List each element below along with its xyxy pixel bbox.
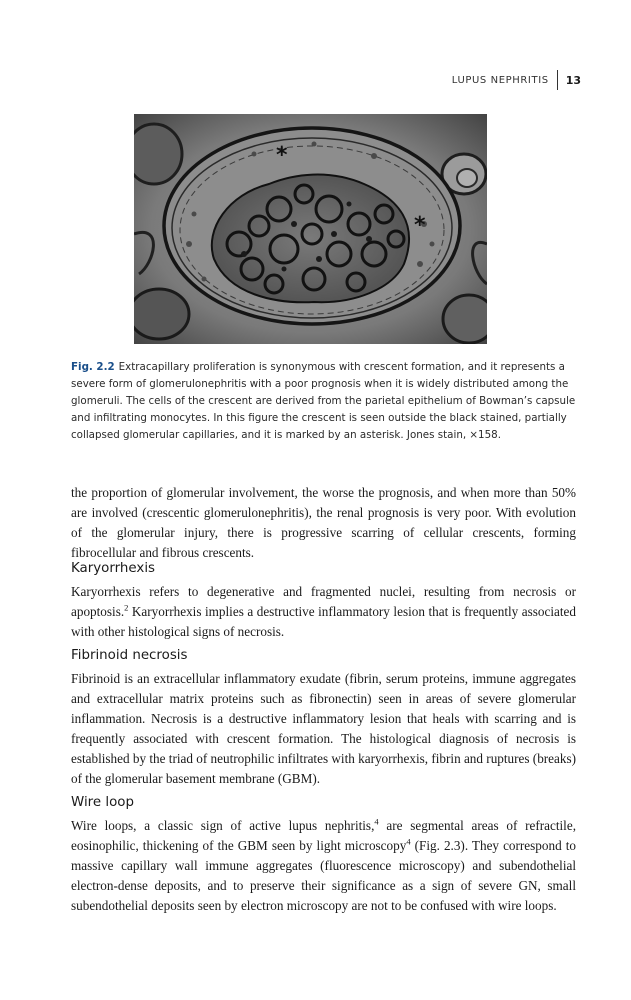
section-heading-fibrinoid-necrosis: Fibrinoid necrosis	[71, 648, 188, 663]
micrograph-image	[134, 114, 487, 344]
section-heading-karyorrhexis: Karyorrhexis	[71, 561, 156, 576]
figure-caption-text: Extracapillary proliferation is synonymous with crescent formation, and it represents a severe form of glomerulonephritis with a poor prognosis when it is widely distributed among the glomeruli. The cells of the crescent are derived from the parietal epithelium of Bowman’s capsule and infiltrating monocytes. In this figure the crescent is seen outside the black stained, partially collapsed glomerular capillaries, and it is marked by an asterisk. Jones stain, ×158.	[71, 361, 576, 441]
reference-superscript: 4	[374, 816, 379, 827]
asterisk-marker-1: *	[276, 143, 288, 168]
reference-superscript: 2	[124, 602, 129, 613]
page-number: 13	[565, 73, 581, 87]
reference-superscript: 4	[406, 836, 411, 847]
running-head	[452, 70, 581, 90]
paragraph-text: Fibrinoid is an extracellular inflammatory exudate (fibrin, serum proteins, immune aggregates and extracellular matrix proteins such as fibronectin) seen in areas of severe glomerular inflammation. Necrosis is a destructive inflammatory lesion that heals with scarring and is frequently associated with crescent formation. The histological diagnosis of necrosis is established by the triad of neutrophilic infiltrates with karyorrhexis, fibrin and ruptures (breaks) of the glomerular basement membrane (GBM).	[71, 671, 577, 786]
text-run: Wire loops, a classic sign of active lupus nephritis,	[71, 818, 375, 833]
text-run: Karyorrhexis refers to degenerative and fragmented nuclei, resulting from necrosis or apoptosis.	[71, 584, 576, 619]
running-head-divider	[557, 70, 558, 90]
text-run: are segmental areas of refractile, eosinophilic, thickening of the GBM seen by light microscopy	[71, 818, 576, 853]
figure-caption	[71, 359, 576, 444]
running-head-title: LUPUS NEPHRITIS	[451, 74, 549, 86]
paragraph-text	[71, 816, 576, 916]
text-run: (Fig. 2.3). They correspond to massive capillary wall immune aggregates (fluorescence microscopy) and subendothelial electron-dense deposits, and to preserve their significance as a sign of severe GN, small subendothelial deposits seen by electron microscopy are not to be confused with wire loops.	[71, 838, 576, 913]
figure-label: Fig. 2.2	[71, 361, 115, 373]
paragraph-text	[71, 582, 576, 642]
section-body-fibrinoid-necrosis	[71, 669, 576, 789]
text-run: Karyorrhexis implies a destructive inflammatory lesion that is frequently associated with other histological signs of necrosis.	[71, 604, 576, 639]
micrograph-figure	[134, 114, 487, 344]
section-body-karyorrhexis	[71, 582, 576, 642]
section-heading-wire-loop: Wire loop	[71, 795, 134, 810]
paragraph-text: the proportion of glomerular involvement, the worse the prognosis, and when more than 50% are involved (crescentic glomerulonephritis), the renal prognosis is very poor. With evolution of the glomerular injury, there is progressive scarring of cellular crescents, forming fibrocellular and fibrous crescents.	[71, 485, 576, 560]
section-body-wire-loop	[71, 816, 576, 916]
paragraph-continuation	[71, 483, 576, 563]
asterisk-marker-2: *	[414, 213, 426, 238]
